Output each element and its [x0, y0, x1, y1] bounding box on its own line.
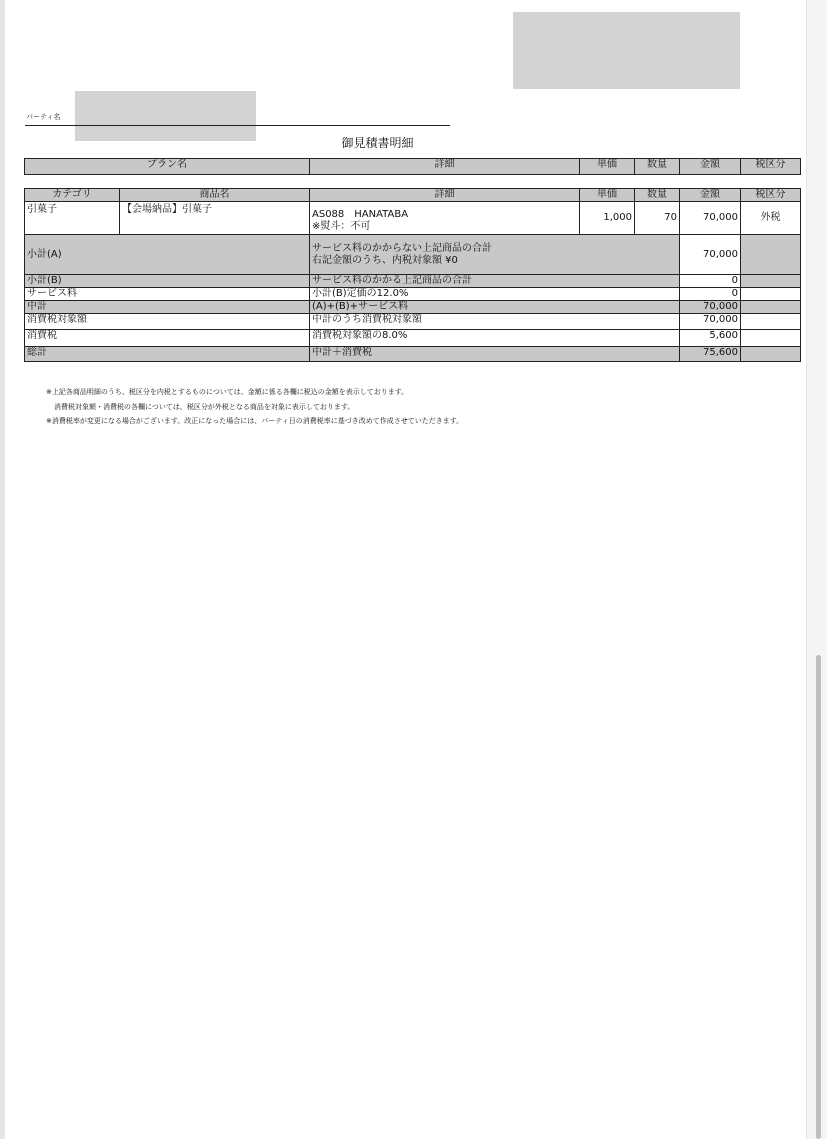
service-fee-tax-cell: [740, 287, 801, 301]
product-header: 商品名: [119, 188, 310, 202]
detail-header: 詳細: [309, 188, 580, 202]
subtotal-a-amount: 70,000: [679, 234, 741, 275]
plan-name-header: プラン名: [24, 158, 310, 175]
consumption-tax-tax-cell: [740, 329, 801, 347]
subtotal-b-detail: サービス料のかかる上記商品の合計: [309, 274, 680, 288]
service-fee-amount: 0: [679, 287, 741, 301]
subtotal-a-detail-line1: サービス料のかからない上記商品の合計: [312, 243, 492, 254]
midtotal-tax-cell: [740, 300, 801, 314]
plan-amount-header: 金額: [679, 158, 741, 175]
midtotal-label: 中計: [24, 300, 310, 314]
plan-unit-price-header: 単価: [579, 158, 635, 175]
item-detail-line1: AS088 HANATABA: [312, 209, 409, 220]
redacted-party-name: [75, 91, 256, 141]
scrollbar-thumb[interactable]: [816, 655, 821, 1139]
taxable-amount-value: 70,000: [679, 313, 741, 330]
plan-quantity-header: 数量: [634, 158, 680, 175]
subtotal-a-tax-cell: [740, 234, 801, 275]
subtotal-b-amount: 0: [679, 274, 741, 288]
footnotes: [46, 385, 463, 429]
item-amount: 70,000: [679, 201, 741, 235]
amount-header: 金額: [679, 188, 741, 202]
taxable-amount-detail: 中計のうち消費税対象額: [309, 313, 680, 330]
item-unit-price: 1,000: [579, 201, 635, 235]
tax-class-header: 税区分: [740, 188, 801, 202]
viewer-left-edge: [0, 0, 5, 1139]
service-fee-detail: 小計(B)定価の12.0%: [309, 287, 680, 301]
plan-tax-class-header: 税区分: [740, 158, 801, 175]
item-detail-line2: ※熨斗：不可: [312, 221, 371, 232]
taxable-amount-label: 消費税対象額: [24, 313, 310, 330]
consumption-tax-detail: 消費税対象額の8.0%: [309, 329, 680, 347]
consumption-tax-label: 消費税: [24, 329, 310, 347]
midtotal-detail: (A)+(B)+サービス料: [309, 300, 680, 314]
item-product: 【会場納品】引菓子: [119, 201, 310, 235]
plan-detail-header: 詳細: [309, 158, 580, 175]
unit-price-header: 単価: [579, 188, 635, 202]
midtotal-amount: 70,000: [679, 300, 741, 314]
page-title: 御見積書明細: [341, 136, 414, 150]
category-header: カテゴリ: [24, 188, 120, 202]
service-fee-label: サービス料: [24, 287, 310, 301]
party-name-label: パーティ名: [26, 113, 61, 121]
taxable-tax-cell: [740, 313, 801, 330]
redacted-block-top-right: [513, 12, 740, 89]
subtotal-a-detail: [309, 234, 680, 275]
footnote-1: ※上記各商品明細のうち、税区分を内税とするものについては、金額に係る各欄に税込の金額を表示しております。: [46, 388, 409, 396]
subtotal-b-label: 小計(B): [24, 274, 310, 288]
footnote-3: ※消費税率が変更になる場合がございます。改正になった場合には、パーティ日の消費税率に基づき改めて作成させていただきます。: [46, 417, 464, 425]
grand-total-label: 総計: [24, 346, 310, 362]
grand-total-detail: 中計＋消費税: [309, 346, 680, 362]
quantity-header: 数量: [634, 188, 680, 202]
subtotal-b-tax-cell: [740, 274, 801, 288]
item-category: 引菓子: [24, 201, 120, 235]
party-name-underline: [25, 125, 450, 126]
grand-total-amount: 75,600: [679, 346, 741, 362]
item-quantity: 70: [634, 201, 680, 235]
subtotal-a-detail-line2: 右記金額のうち、内税対象額 ¥0: [312, 255, 458, 266]
consumption-tax-amount: 5,600: [679, 329, 741, 347]
item-detail: [309, 201, 580, 235]
grand-total-tax-cell: [740, 346, 801, 362]
item-tax-class: 外税: [740, 201, 801, 235]
footnote-2: 消費税対象額・消費税の各欄については、税区分が外税となる商品を対象に表示しております。: [54, 402, 355, 411]
subtotal-a-label: 小計(A): [24, 234, 310, 275]
